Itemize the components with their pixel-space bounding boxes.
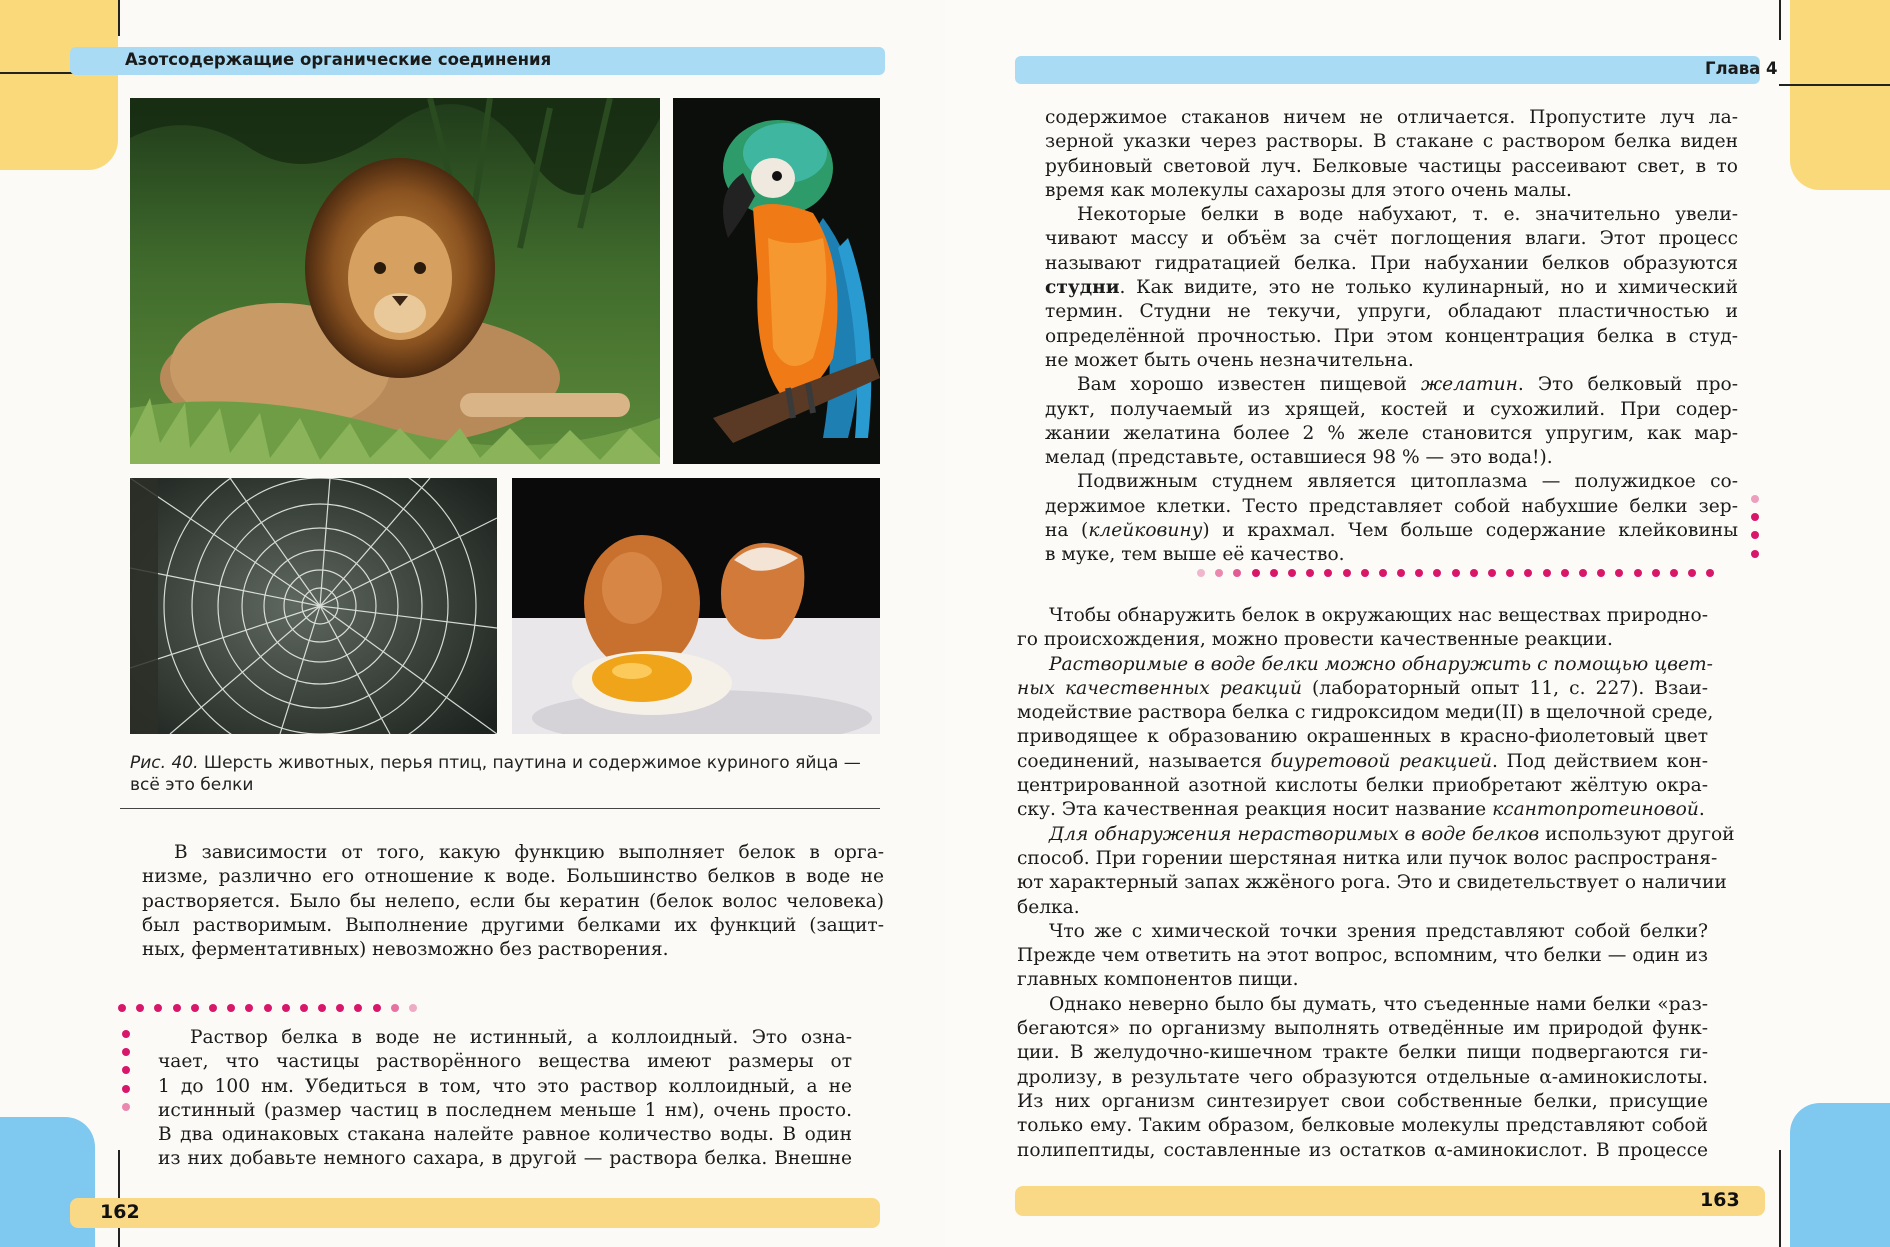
text-line: главных компонентов пищи. — [1017, 969, 1299, 991]
term-kleykovina: клейковину — [1088, 520, 1203, 542]
parrot-photo — [673, 98, 880, 464]
text-line: ) и крахмал. Чем больше содержание клейковины — [1202, 520, 1738, 542]
right-page — [945, 0, 1890, 1247]
text-line: был растворимым. Выполнение другими белками их функций (защит- — [142, 914, 884, 936]
box-colloid-continued — [1045, 106, 1738, 568]
text-line: дукт, получаемый из хрящей, костей и сухожилий. При содер- — [1045, 398, 1738, 420]
text-line: В зависимости от того, какую функцию выполняет белок в орга- — [174, 842, 884, 863]
text-line: растворяется. Было бы нелепо, если бы кератин (белок волос человека) — [142, 890, 884, 912]
text-line: только ему. Таким образом, белковые молекулы представляют собой — [1017, 1115, 1708, 1137]
corner-tab-top-left — [0, 0, 118, 170]
paragraph-solubility — [142, 841, 884, 962]
box-dotted-border-bottom — [1197, 569, 1714, 579]
text-line: го происхождения, можно провести качественные реакции. — [1017, 629, 1613, 651]
figure-label: Рис. 40. — [130, 753, 199, 773]
text-line: время как молекулы сахарозы для этого очень малы. — [1045, 179, 1572, 201]
text-line: используют другой — [1539, 823, 1735, 845]
text-line: . Это белковый про- — [1517, 374, 1738, 396]
text-line: модействие раствора белка с гидроксидом меди(II) в щелочной среде, — [1017, 702, 1714, 724]
page-number: 163 — [1700, 1189, 1740, 1211]
text-line: Что же с химической точки зрения представляют собой белки? — [1049, 920, 1708, 942]
text-line: полипептиды, составленные из остатков α-аминокислот. В процессе — [1017, 1139, 1708, 1161]
box-dotted-border-top — [118, 1004, 417, 1014]
text-line: в муке, тем выше её качество. — [1045, 544, 1345, 566]
text-line: ют характерный запах жжёного рога. Это и свидетельствует о наличии — [1017, 872, 1727, 894]
header-bar — [1015, 56, 1760, 84]
text-line: ных, ферментативных) невозможно без растворения. — [142, 939, 669, 961]
figure-caption-text: Шерсть животных, перья птиц, паутина и содержимое куриного яйца — — [203, 753, 861, 773]
term-studni: студни — [1045, 277, 1120, 299]
crop-mark — [118, 0, 120, 36]
text-line: зерной указки через растворы. В стакане с раствором белка виден — [1045, 131, 1738, 153]
text-line: . — [1698, 799, 1705, 821]
text-line: В два одинаковых стакана налейте равное количество воды. В один — [158, 1124, 852, 1146]
page-number: 162 — [100, 1201, 140, 1223]
text-line: Однако неверно было бы думать, что съеденные нами белки «раз- — [1049, 993, 1708, 1015]
text-line: мелад (представьте, оставшиеся 98 % — это вода!). — [1045, 447, 1553, 469]
text-line: . Под действием кон- — [1492, 750, 1708, 772]
text-line: жании желатина более 2 % желе становится упругим, как мар- — [1045, 422, 1738, 444]
text-line: 1 до 100 нм. Убедиться в том, что это раствор коллоидный, а не — [158, 1075, 852, 1097]
term-zhelatin: желатин — [1420, 374, 1518, 396]
text-line: Чтобы обнаружить белок в окружающих нас веществах природно- — [1049, 605, 1708, 626]
text-line: рубиновый световой луч. Белковые частицы рассеивают свет, в то — [1045, 155, 1738, 177]
spider-web-photo — [130, 478, 497, 734]
text-line-italic: Для обнаружения нерастворимых в воде белков — [1049, 823, 1540, 845]
text-line: термин. Студни не текучи, упруги, обладают пластичностью и — [1045, 301, 1738, 323]
term-xanthoprotein: ксантопротеиновой — [1492, 799, 1699, 821]
text-line: чивают массу и объём за счёт поглощения влаги. Этот процесс — [1045, 228, 1738, 250]
text-line: бегаются» по организму выполнять отведённые им природой функ- — [1017, 1018, 1708, 1040]
corner-tab-bottom-right — [1790, 1103, 1890, 1247]
text-line: ции. В желудочно-кишечном тракте белки пищи подвергаются ги- — [1017, 1042, 1708, 1064]
text-line: Вам хорошо известен пищевой — [1077, 374, 1421, 396]
footer-bar — [70, 1198, 880, 1228]
footer-bar — [1015, 1186, 1765, 1216]
crop-mark — [1779, 84, 1890, 86]
text-line: приводящее к образованию окрашенных в красно-фиолетовый цвет — [1017, 726, 1708, 748]
term-biuret: биуретовой реакцией — [1270, 750, 1493, 772]
text-line: соединений, называется — [1017, 750, 1271, 772]
box-colloid-text — [158, 1026, 852, 1172]
text-line: низме, различно его отношение к воде. Большинство белков в воде не — [142, 866, 884, 888]
running-header: Азотсодержащие органические соединения — [125, 50, 552, 69]
text-line: центрированной азотной кислоты белки приобретают жёлтую окра- — [1017, 775, 1708, 797]
box-dotted-border-left — [122, 1030, 132, 1111]
figure-caption-text-2: всё это белки — [130, 775, 254, 795]
text-line: из них добавьте немного сахара, в другой — раствора белка. Внешне — [158, 1148, 852, 1170]
text-line: способ. При горении шерстяная нитка или пучок волос распространя- — [1017, 847, 1718, 869]
text-line: дролизу, в результате чего образуются отдельные α-аминокислоты. — [1017, 1066, 1708, 1088]
text-line: . Как видите, это не только кулинарный, но и химический — [1119, 277, 1738, 299]
text-line: определённой прочностью. При этом концентрация белка в студ- — [1045, 325, 1738, 347]
crop-mark — [1779, 1150, 1781, 1247]
text-line: Раствор белка в воде не истинный, а коллоидный. Это озна- — [190, 1027, 852, 1048]
text-line: чает, что частицы растворённого вещества имеют размеры от — [158, 1051, 852, 1073]
text-line: на ( — [1045, 520, 1089, 542]
text-line: истинный (размер частиц в последнем меньше 1 нм), очень просто. — [158, 1099, 852, 1121]
text-line-italic: Растворимые в воде белки можно обнаружить с помощью цвет- — [1049, 653, 1713, 675]
eggs-photo — [512, 478, 880, 734]
text-line: Подвижным студнем является цитоплазма — полужидкое со- — [1077, 471, 1738, 493]
text-line: белка. — [1017, 896, 1080, 918]
text-line: (лабораторный опыт 11, с. 227). Взаи- — [1301, 677, 1708, 699]
box-dotted-border-right — [1751, 495, 1761, 558]
text-line: Прежде чем ответить на этот вопрос, вспомним, что белки — один из — [1017, 945, 1709, 967]
text-line-italic: ных качественных реакций — [1017, 677, 1302, 699]
crop-mark — [1779, 0, 1781, 40]
lion-photo — [130, 98, 660, 464]
text-line: Некоторые белки в воде набухают, т. е. значительно увели- — [1077, 204, 1738, 226]
text-line: не может быть очень незначительна. — [1045, 349, 1414, 371]
text-line: ску. Эта качественная реакция носит название — [1017, 799, 1493, 821]
corner-tab-top-right — [1790, 0, 1890, 190]
text-line: Из них организм синтезирует свои собственные белки, присущие — [1017, 1090, 1708, 1112]
text-line: называют гидратацией белка. При набухании белков образуются — [1045, 252, 1738, 274]
figure-caption — [130, 752, 880, 796]
running-header: Глава 4 — [1705, 59, 1778, 78]
text-line: держимое клетки. Тесто представляет собой набухшие белки зер- — [1045, 495, 1738, 517]
text-line: содержимое стаканов ничем не отличается. Пропустите луч ла- — [1045, 107, 1738, 128]
main-text-qualitative-reactions — [1017, 604, 1735, 1163]
